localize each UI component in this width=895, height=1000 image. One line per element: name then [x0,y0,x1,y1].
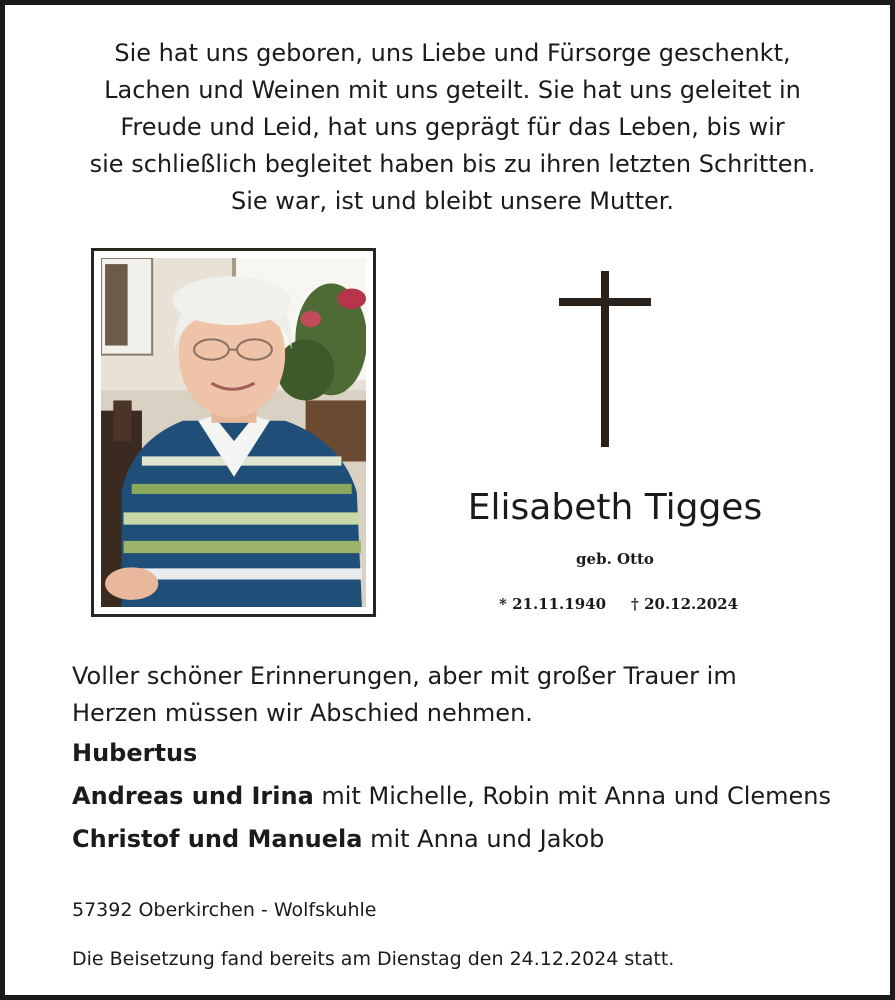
portrait-photo-frame [91,248,376,617]
message-line: Herzen müssen wir Abschied nehmen. [72,699,533,727]
latin-cross-icon [559,271,651,447]
poem-line: Freude und Leid, hat uns geprägt für das Leben, bis wir [120,113,785,141]
family-member-line [72,782,831,810]
residence-place: 57392 Oberkirchen - Wolfskuhle [72,899,377,921]
deceased-name: Elisabeth Tigges [467,487,763,528]
message-line: Voller schöner Erinnerungen, aber mit großer Trauer im [72,662,737,690]
farewell-message [72,658,862,732]
poem-line: sie schließlich begleitet haben bis zu ihren letzten Schritten. [89,150,816,178]
family-member-name: Andreas und Irina [72,782,314,810]
family-member-line [72,739,197,767]
poem-line: Sie war, ist und bleibt unsere Mutter. [230,187,675,215]
poem-line: Lachen und Weinen mit uns geteilt. Sie hat uns geleitet in [104,76,801,104]
portrait-photo [101,258,366,607]
family-member-name: Hubertus [72,739,198,767]
birth-date: * 21.11.1940 [499,595,607,613]
portrait-photo-mat [94,251,373,614]
burial-note: Die Beisetzung fand bereits am Dienstag den 24.12.2024 statt. [72,948,675,970]
memorial-poem [45,35,860,220]
birth-name: geb. Otto [576,550,654,568]
family-member-line [72,825,604,853]
poem-line: Sie hat uns geboren, uns Liebe und Fürsorge geschenkt, [114,39,791,67]
death-date: † 20.12.2024 [631,595,739,613]
family-member-relatives: mit Anna und Jakob [362,825,605,853]
family-member-name: Christof und Manuela [72,825,363,853]
family-member-relatives: mit Michelle, Robin mit Anna und Clemens [313,782,832,810]
